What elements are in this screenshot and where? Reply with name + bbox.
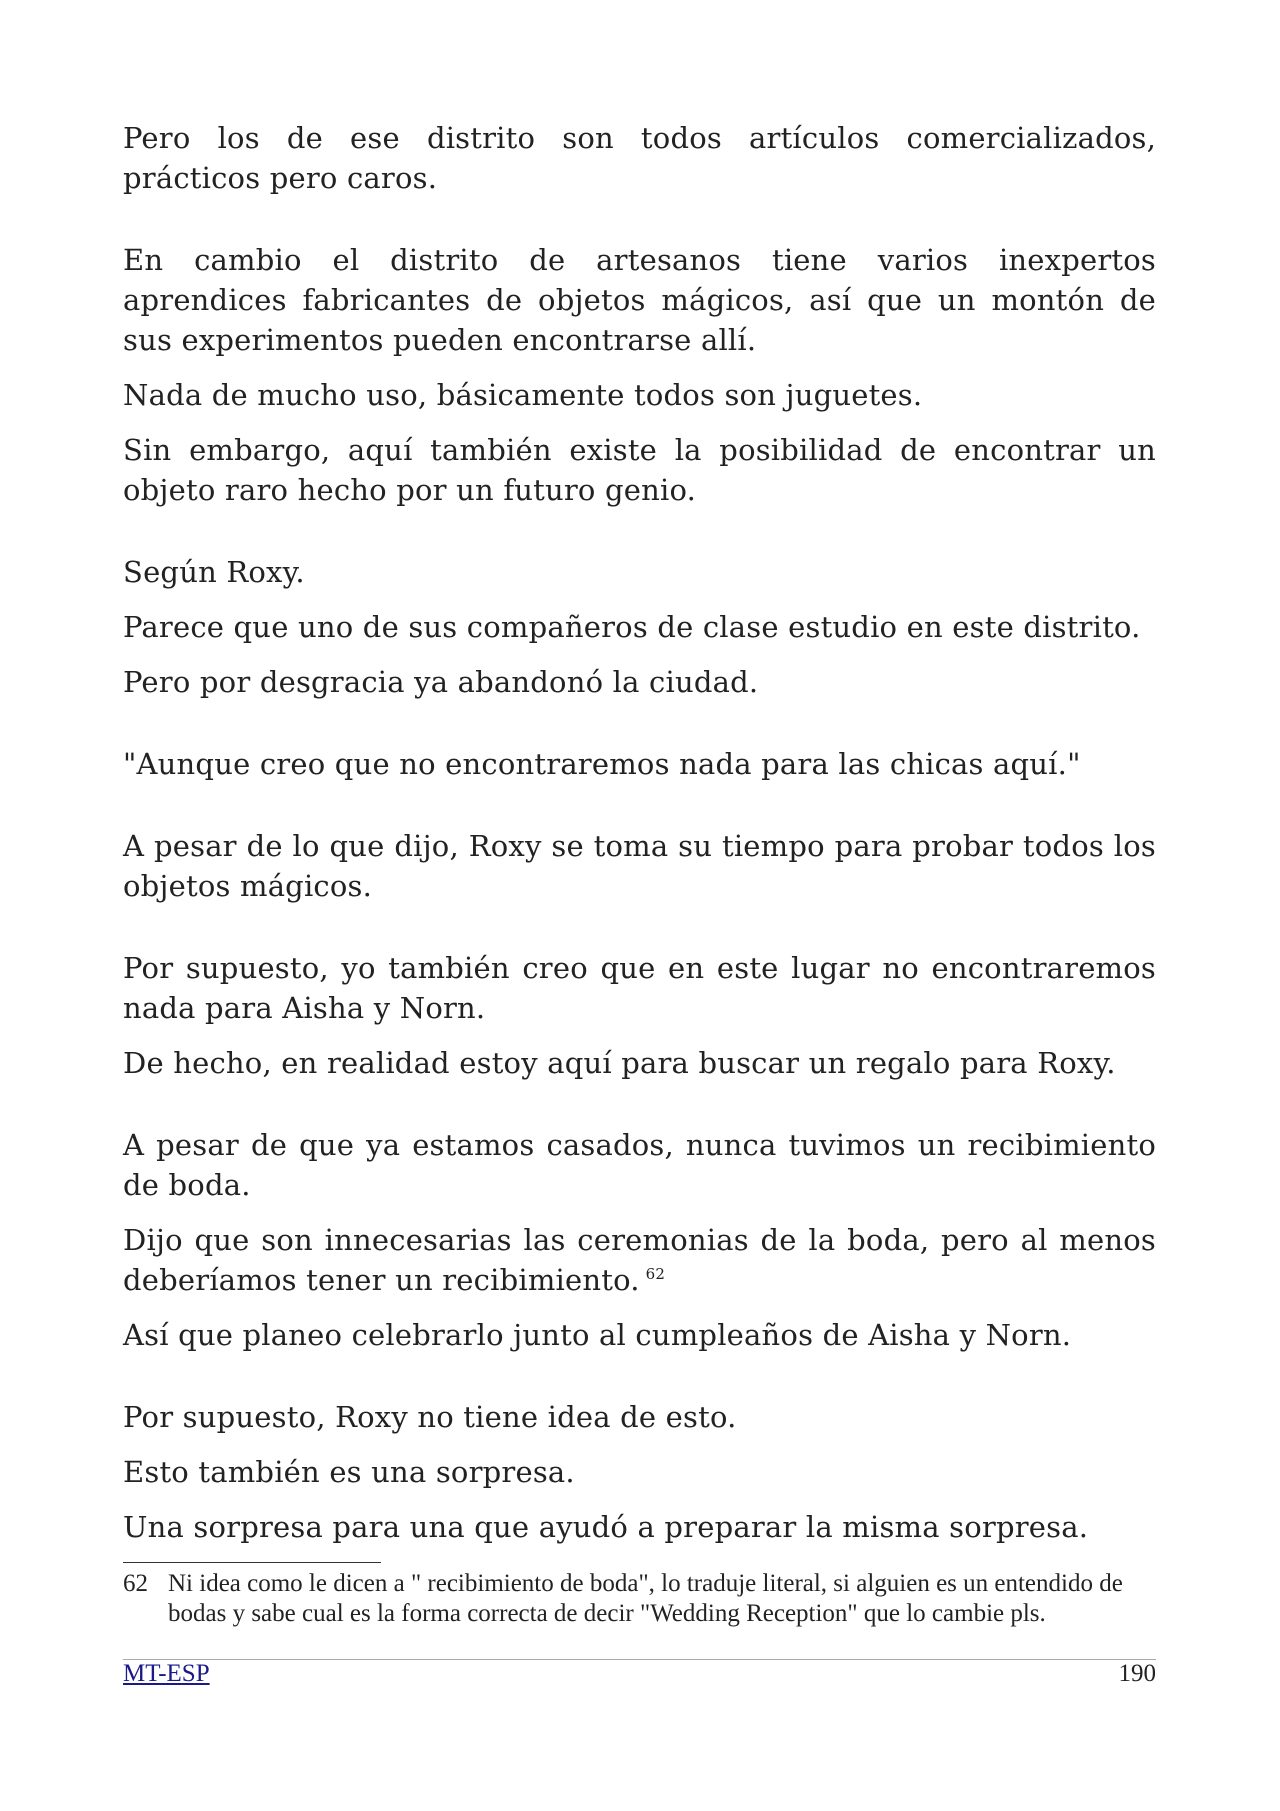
page-body <box>123 118 1156 1547</box>
footer-link[interactable]: MT-ESP <box>123 1660 210 1687</box>
paragraph: Por supuesto, Roxy no tiene idea de esto. <box>123 1400 737 1434</box>
paragraph: Sin embargo, aquí también existe la posibilidad de encontrar un objeto raro hecho por un futuro genio. <box>123 433 1156 507</box>
footnote-number: 62 <box>123 1570 148 1597</box>
paragraph: "Aunque creo que no encontraremos nada para las chicas aquí." <box>123 747 1081 781</box>
paragraph: A pesar de lo que dijo, Roxy se toma su tiempo para probar todos los objetos mágicos. <box>123 829 1156 903</box>
footnote-separator <box>123 1562 381 1563</box>
paragraph-with-footnote <box>123 1220 1156 1300</box>
paragraph: En cambio el distrito de artesanos tiene varios inexpertos aprendices fabricantes de objetos mágicos, así que un montón de sus experimentos pueden encontrarse allí. <box>123 243 1156 357</box>
footnote-text: Ni idea como le dicen a " recibimiento de boda", lo traduje literal, si alguien es un entendido de bodas y sabe cual es la forma correcta de decir "Wedding Reception" que lo cambie pls. <box>168 1570 1123 1627</box>
page-number: 190 <box>1118 1660 1156 1687</box>
footer-divider <box>123 1659 1156 1660</box>
paragraph: Según Roxy. <box>123 555 305 589</box>
paragraph: Esto también es una sorpresa. <box>123 1455 575 1489</box>
paragraph: De hecho, en realidad estoy aquí para buscar un regalo para Roxy. <box>123 1046 1116 1080</box>
paragraph: Una sorpresa para una que ayudó a preparar la misma sorpresa. <box>123 1510 1089 1544</box>
paragraph-text: Dijo que son innecesarias las ceremonias de la boda, pero al menos deberíamos tener un recibimiento. <box>123 1223 1156 1297</box>
paragraph: Parece que uno de sus compañeros de clase estudio en este distrito. <box>123 610 1141 644</box>
paragraph: Pero por desgracia ya abandonó la ciudad. <box>123 665 759 699</box>
paragraph: Por supuesto, yo también creo que en este lugar no encontraremos nada para Aisha y Norn. <box>123 951 1156 1025</box>
paragraph: Así que planeo celebrarlo junto al cumpleaños de Aisha y Norn. <box>123 1318 1072 1352</box>
paragraph: A pesar de que ya estamos casados, nunca tuvimos un recibimiento de boda. <box>123 1128 1156 1202</box>
paragraph: Nada de mucho uso, básicamente todos son juguetes. <box>123 378 923 412</box>
paragraph: Pero los de ese distrito son todos artículos comercializados, prácticos pero caros. <box>123 121 1156 195</box>
footnote-reference[interactable]: 62 <box>645 1265 666 1283</box>
footnote <box>123 1569 1156 1629</box>
